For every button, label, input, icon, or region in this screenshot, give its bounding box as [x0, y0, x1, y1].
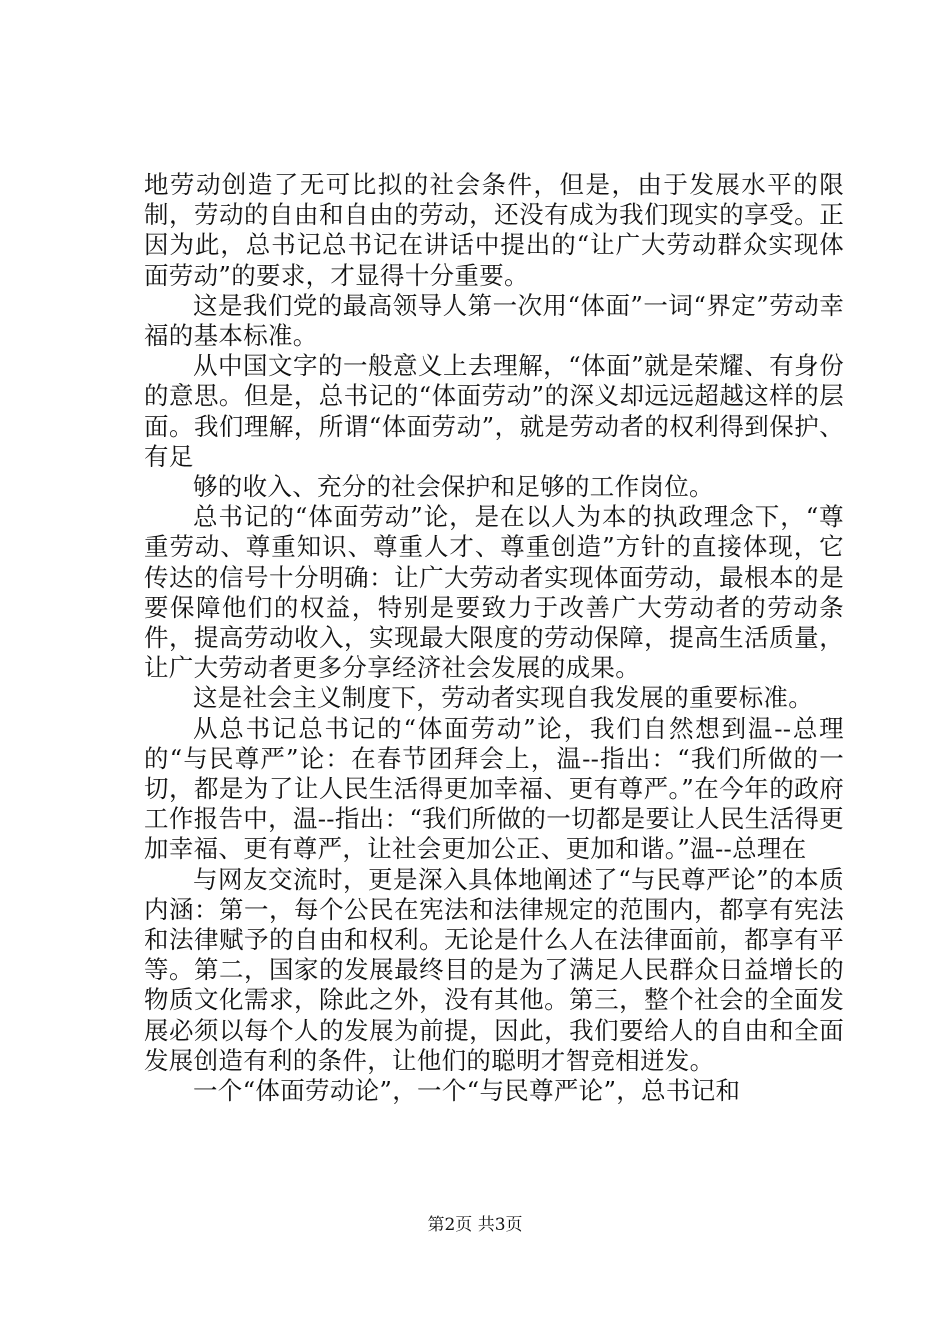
paragraph-3: 从中国文字的一般意义上去理解，“体面”就是荣耀、有身份的意思。但是，总书记的“体面劳动”的深义却远远超越这样的层面。我们理解，所谓“体面劳动”，就是劳动者的权利得到保护、有足	[144, 351, 844, 471]
paragraph-8: 与网友交流时，更是深入具体地阐述了“与民尊严论”的本质内涵：第一，每个公民在宪法和法律规定的范围内，都享有宪法和法律赋予的自由和权利。无论是什么人在法律面前，都享有平等。第二，国家的发展最终目的是为了满足人民群众日益增长的物质文化需求，除此之外，没有其他。第三，整个社会的全面发展必须以每个人的发展为前提，因此，我们要给人的自由和全面发展创造有利的条件，让他们的聪明才智竞相迸发。	[144, 864, 844, 1075]
paragraph-4: 够的收入、充分的社会保护和足够的工作岗位。	[193, 472, 714, 502]
document-body	[144, 170, 844, 1106]
paragraph-7: 从总书记总书记的“体面劳动”论，我们自然想到温--总理的“与民尊严”论：在春节团拜会上，温--指出：“我们所做的一切，都是为了让人民生活得更加幸福、更有尊严。”在今年的政府工作报告中，温--指出：“我们所做的一切都是要让人民生活得更加幸福、更有尊严，让社会更加公正、更加和谐。”温--总理在	[144, 713, 844, 864]
paragraph-5: 总书记的“体面劳动”论，是在以人为本的执政理念下，“尊重劳动、尊重知识、尊重人才、尊重创造”方针的直接体现，它传达的信号十分明确：让广大劳动者实现体面劳动，最根本的是要保障他们的权益，特别是要致力于改善广大劳动者的劳动条件，提高劳动收入，实现最大限度的劳动保障，提高生活质量，让广大劳动者更多分享经济社会发展的成果。	[144, 502, 844, 683]
paragraph-1: 地劳动创造了无可比拟的社会条件，但是，由于发展水平的限制，劳动的自由和自由的劳动，还没有成为我们现实的享受。正因为此，总书记总书记在讲话中提出的“让广大劳动群众实现体面劳动”的要求，才显得十分重要。	[144, 170, 845, 290]
paragraph-2: 这是我们党的最高领导人第一次用“体面”一词“界定”劳动幸福的基本标准。	[144, 290, 844, 351]
paragraph-9: 一个“体面劳动论”，一个“与民尊严论”，总书记和	[193, 1076, 741, 1106]
paragraph-6: 这是社会主义制度下，劳动者实现自我发展的重要标准。	[193, 683, 813, 713]
page-number-footer: 第2页 共3页	[427, 1215, 523, 1235]
